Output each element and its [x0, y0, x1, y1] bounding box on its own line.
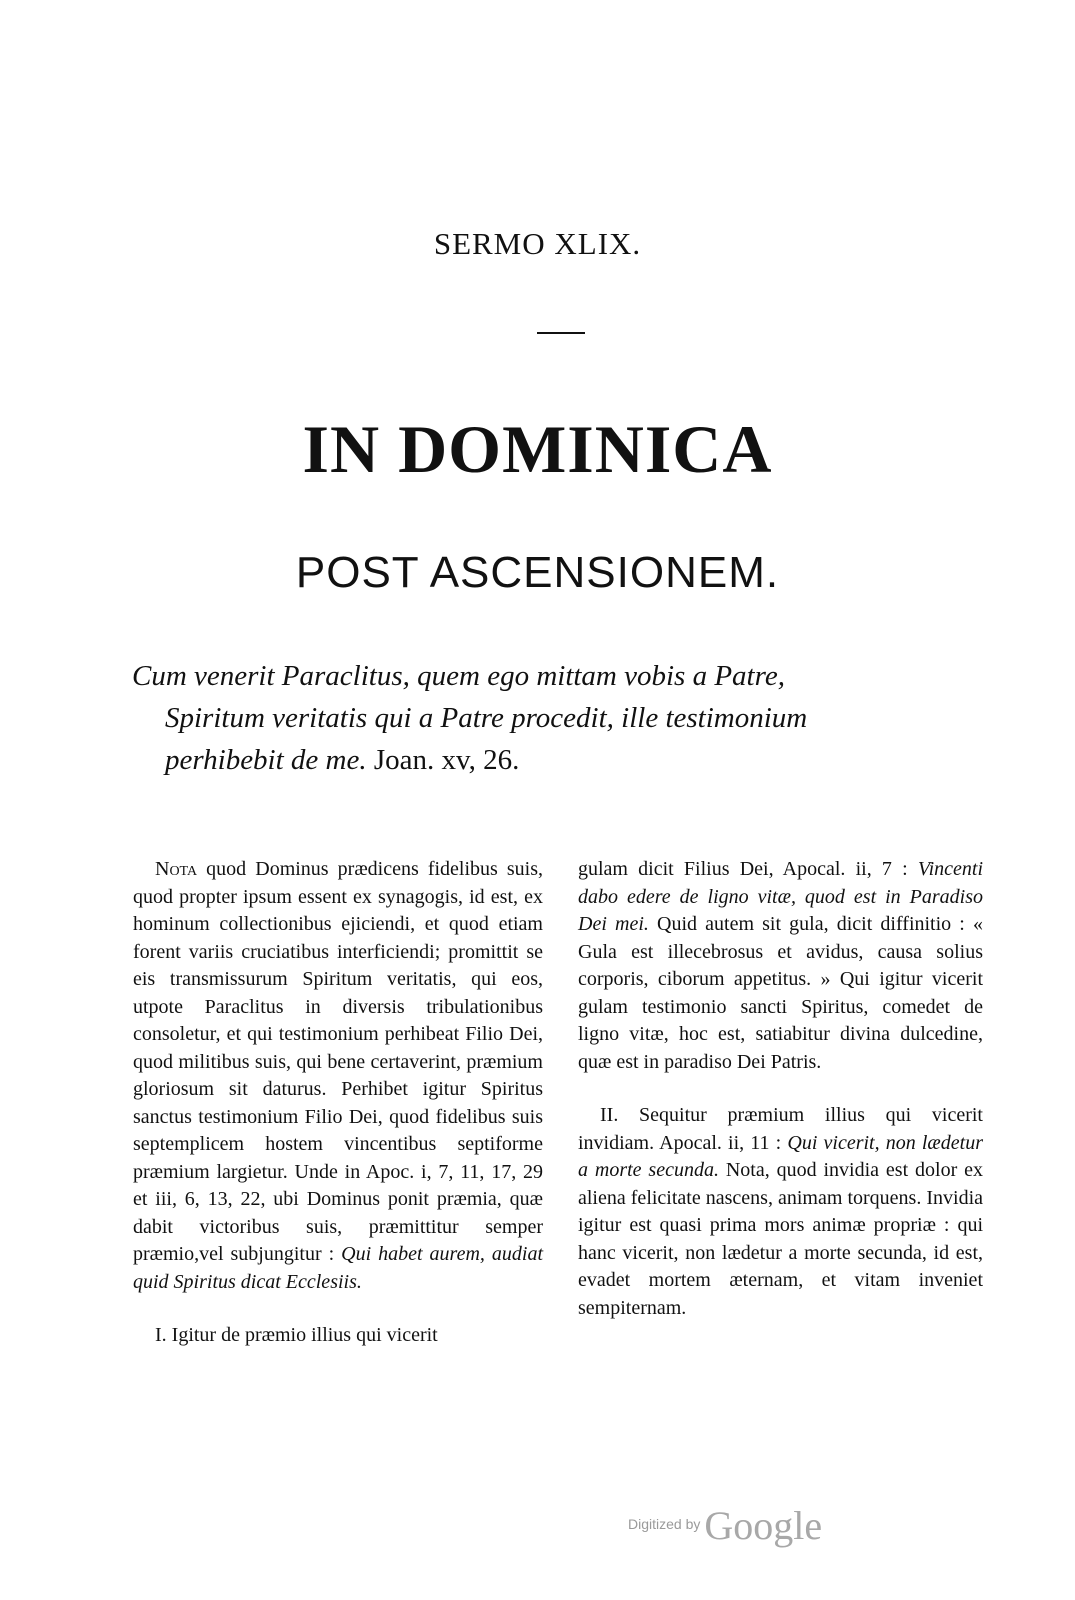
paragraph-text: I. Igitur de præmio illius qui vicerit — [155, 1324, 438, 1346]
epigraph-text: perhibebit de me. — [165, 744, 367, 776]
epigraph-line-2 — [132, 697, 980, 739]
right-column — [578, 856, 983, 1322]
digitized-watermark — [628, 1502, 822, 1549]
paragraph-text: quod Dominus prædicens fidelibus suis, quod propter ipsum essent ex synagogis, id est, ex hominum collectionibus ejiciendi, et quod etiam forent variis cruciatibus interficiendi; promittit se eis transmissurum Spiritum veritatis, qui eos, utpote Paraclitus in diversis tribulationibus consoletur, et qui testimonium perhibeat Filio Dei, quod militibus suis, qui bene certaverint, præmium gloriosum sit daturus. Perhibet igitur Spiritus sanctus testimonium Filio Dei, quod fidelibus suis septemplicem hostem vincentibus septiforme præmium largietur. Unde in Apoc. i, 7, 11, 17, 29 et iii, 6, 13, 22, ubi Dominus ponit præmia, quæ dabit victoribus suis, præmittitur semper præmio,vel subjungitur : — [133, 858, 543, 1265]
paragraph-text: gulam dicit Filius Dei, Apocal. ii, 7 : — [578, 858, 918, 880]
paragraph-text: II. Sequitur præmium illius qui vicerit invidiam. Apocal. ii, 11 : — [578, 1104, 983, 1154]
paragraph-text: Nota, quod invidia est dolor ex aliena felicitate nascens, animam torquens. Invidia igitur est quasi prima mors animæ propriæ : qui hanc vicerit, non lædetur a morte secunda, id est, evadet mortem æternam, et vitam inveniet sempiternam. — [578, 1159, 983, 1319]
paragraph-section-1-continued — [578, 856, 983, 1076]
left-column — [133, 856, 543, 1350]
paragraph-section-2 — [578, 1102, 983, 1322]
paragraph-text: Quid autem sit gula, dicit diffinitio : « Gula est illecebrosus et avidus, causa solius corporis, ciborum appetitus. » Qui igitur vicerit gulam testimonio sancti Spiritus, comedet de ligno vitæ, hoc est, satiabitur divina dulcedine, quæ est in paradiso Dei Patris. — [578, 913, 983, 1073]
epigraph-line-1 — [132, 655, 980, 697]
scripture-reference: Joan. xv, 26. — [366, 744, 520, 776]
paragraph-lead-word: Nota — [155, 858, 198, 880]
watermark-text: Digitized by — [628, 1516, 701, 1532]
epigraph-text: Cum venerit Paraclitus, quem ego mittam vobis a Patre, — [132, 660, 785, 692]
epigraph — [132, 655, 980, 781]
scripture-quote: Vincenti dabo edere de ligno vitæ, quod est in Paradiso Dei mei. — [578, 858, 983, 935]
google-logo: Google — [704, 1503, 823, 1548]
page-subtitle: POST ASCENSIONEM. — [295, 548, 780, 597]
sermon-number: SERMO XLIX. — [433, 226, 642, 261]
scripture-quote: Qui habet aurem, audiat quid Spiritus dicat Ecclesiis. — [133, 1243, 543, 1293]
scripture-quote: Qui vicerit, non lædetur a morte secunda. — [578, 1131, 983, 1181]
epigraph-text: Spiritum veritatis qui a Patre procedit, ille testimonium — [165, 702, 808, 734]
page-title: IN DOMINICA — [302, 411, 773, 487]
paragraph-intro — [133, 856, 543, 1296]
epigraph-line-3 — [132, 739, 980, 781]
title-divider — [537, 332, 585, 334]
paragraph-section-1 — [133, 1322, 543, 1350]
